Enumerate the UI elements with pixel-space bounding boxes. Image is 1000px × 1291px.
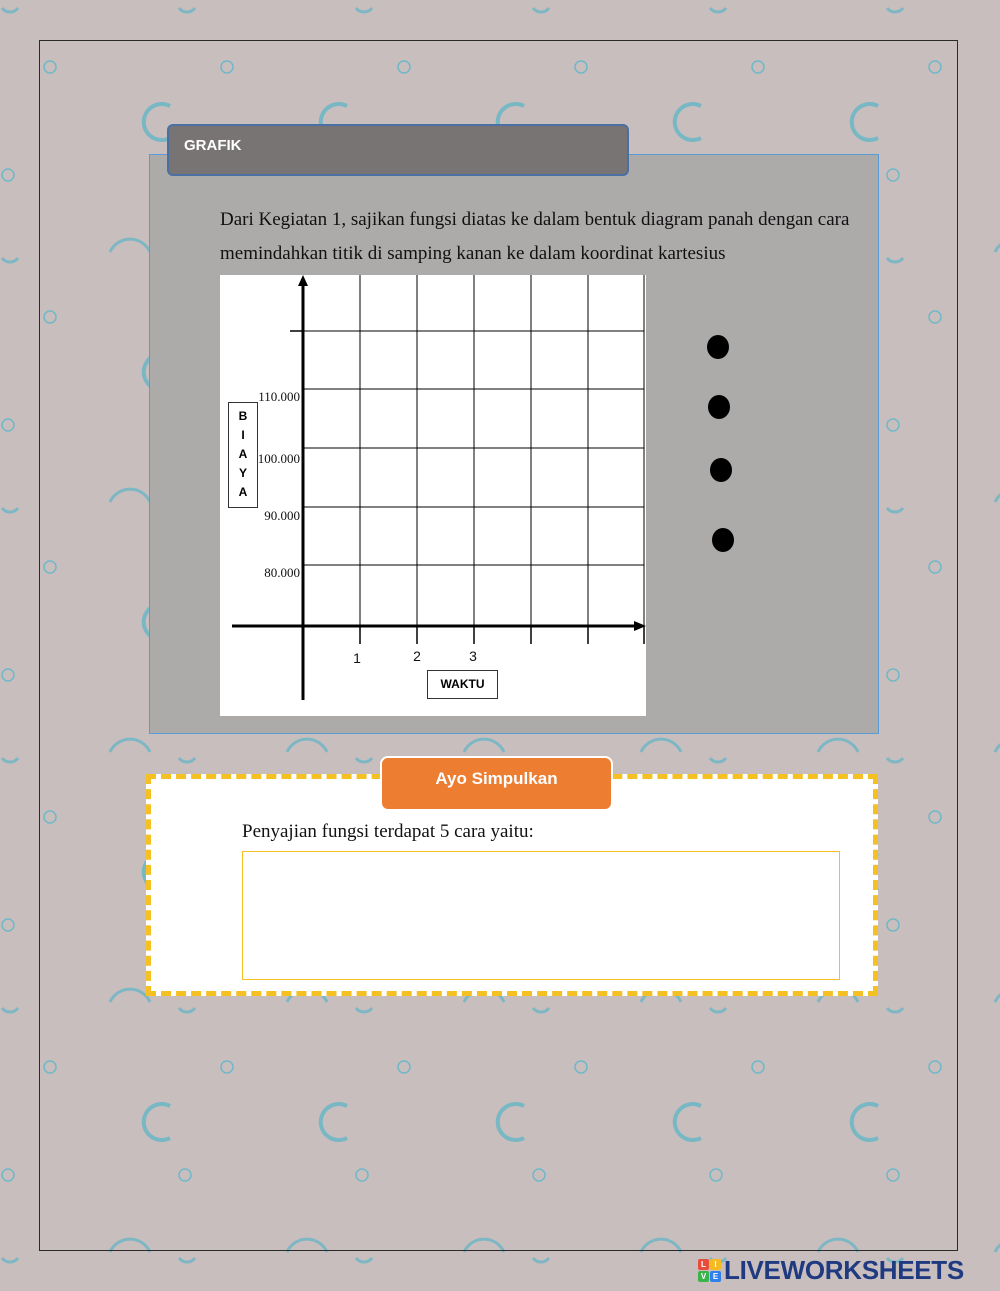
logo-letter: I [710,1259,721,1270]
bubble-small-icon [2,1169,14,1181]
y-tick-label: 90.000 [264,508,300,523]
y-axis-label-box [228,402,258,508]
y-axis-label-letter: A [238,447,248,461]
bubble-arc-icon [995,989,1000,1002]
bubble-hook-icon [2,758,18,762]
bubble-small-icon [2,169,14,181]
x-tick-label: 2 [413,648,421,664]
x-axis-label: WAKTU [427,670,498,699]
bubble-hook-icon [356,1258,372,1262]
draggable-point-2[interactable] [708,395,730,419]
bubble-hook-icon [179,1258,195,1262]
x-tick-label: 1 [353,650,361,666]
bubble-hook-icon [887,8,903,12]
draggable-point-3[interactable] [710,458,732,482]
grafik-header: GRAFIK [167,124,629,176]
bubble-hook-icon [2,8,18,12]
answer-textbox[interactable] [242,851,840,980]
bubble-small-icon [2,919,14,931]
y-axis-arrow-icon [298,275,308,286]
y-axis-label-letter: A [238,485,248,499]
grafik-instruction: Dari Kegiatan 1, sajikan fungsi diatas ke dalam bentuk diagram panah dengan cara memindahkan titik di samping kanan ke dalam koordinat kartesius [220,209,850,264]
brand-name: LIVEWORKSHEETS [724,1254,964,1285]
bubble-hook-icon [533,1258,549,1262]
x-tick-label: 3 [469,648,477,664]
bubble-hook-icon [2,508,18,512]
logo-letter: L [698,1259,709,1270]
bubble-hook-icon [2,1008,18,1012]
bubble-arc-icon [995,739,1000,752]
bubble-hook-icon [356,8,372,12]
bubble-arc-icon [995,239,1000,252]
bubble-hook-icon [533,8,549,12]
y-tick-label: 110.000 [258,389,300,404]
draggable-point-1[interactable] [707,335,729,359]
y-tick-label: 80.000 [264,565,300,580]
cartesian-chart[interactable] [220,275,646,716]
bubble-hook-icon [2,258,18,262]
ayo-simpulkan-header: Ayo Simpulkan [380,756,613,811]
bubble-hook-icon [2,1258,18,1262]
bubble-hook-icon [710,8,726,12]
bubble-arc-icon [995,1239,1000,1252]
y-axis-label-letter: B [238,409,248,423]
bubble-small-icon [2,669,14,681]
ayo-simpulkan-prompt: Penyajian fungsi terdapat 5 cara yaitu: [242,821,534,842]
y-axis-label-letter: I [241,428,245,442]
logo-letter: V [698,1271,709,1282]
y-tick-label: 100.000 [257,451,300,466]
bubble-hook-icon [179,8,195,12]
liveworksheets-brand [698,1255,996,1285]
chart-svg [220,275,646,716]
bubble-small-icon [2,419,14,431]
liveworksheets-logo-icon [698,1259,721,1282]
logo-letter: E [710,1271,721,1282]
bubble-arc-icon [995,489,1000,502]
draggable-point-4[interactable] [712,528,734,552]
y-axis-label-letter: Y [238,466,247,480]
